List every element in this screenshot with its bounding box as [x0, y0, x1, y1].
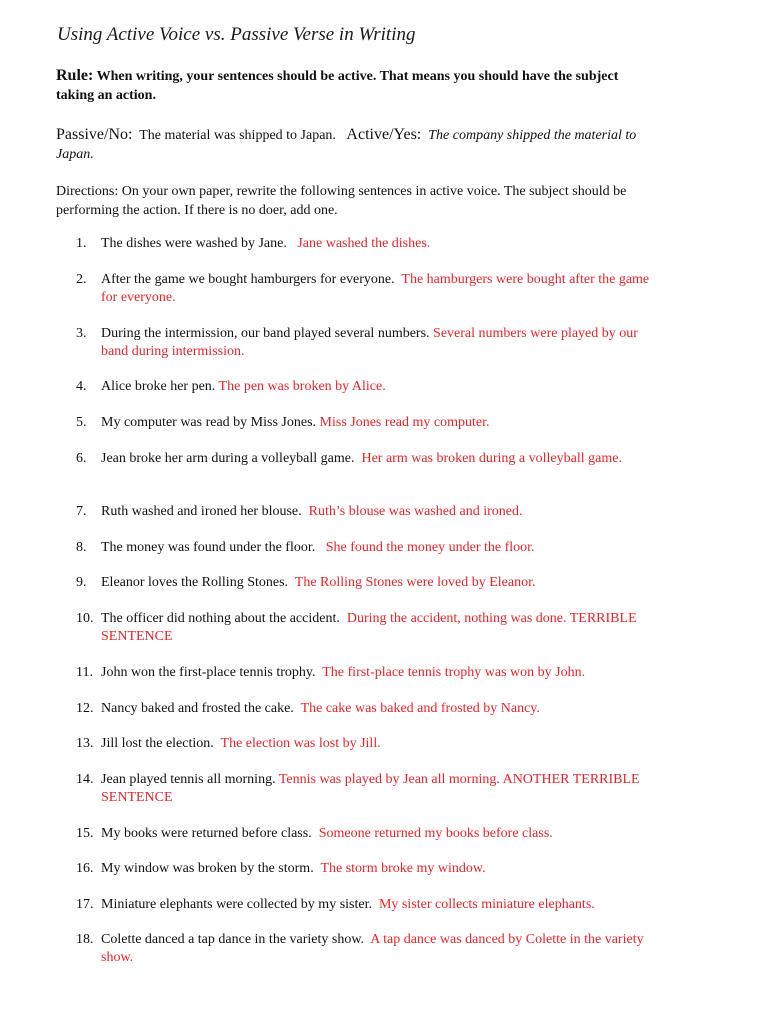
item-answer: During the accident, nothing was done. TERRIBLE SENTENCE — [101, 611, 637, 644]
list-item — [76, 450, 656, 468]
item-number: 12. — [76, 701, 94, 716]
list-item — [76, 735, 656, 753]
item-answer: Miss Jones read my computer. — [319, 415, 490, 430]
item-number: 17. — [76, 897, 94, 912]
list-item — [76, 235, 656, 253]
item-sentence: Miniature elephants were collected by my sister. — [101, 897, 372, 912]
list-item — [76, 931, 656, 967]
item-sentence: After the game we bought hamburgers for everyone. — [101, 272, 395, 287]
list-item — [76, 325, 656, 361]
item-number: 7. — [76, 504, 87, 519]
item-answer: Tennis was played by Jean all morning. ANOTHER TERRIBLE SENTENCE — [101, 772, 640, 805]
item-number: 18. — [76, 932, 94, 947]
list-item — [76, 378, 656, 396]
item-sentence: Colette danced a tap dance in the variety show. — [101, 932, 365, 947]
list-item — [76, 700, 656, 718]
rule-paragraph — [56, 66, 656, 105]
list-item — [76, 574, 656, 592]
item-sentence: My computer was read by Miss Jones. — [101, 415, 317, 430]
item-answer: My sister collects miniature elephants. — [378, 897, 595, 912]
item-number: 10. — [76, 611, 94, 626]
item-answer: The cake was baked and frosted by Nancy. — [300, 701, 540, 716]
item-answer: Ruth’s blouse was washed and ironed. — [308, 504, 523, 519]
item-sentence: Nancy baked and frosted the cake. — [101, 701, 294, 716]
item-answer: Several numbers were played by our band during intermission. — [101, 326, 638, 359]
item-answer: The Rolling Stones were loved by Eleanor. — [294, 575, 536, 590]
item-sentence: The money was found under the floor. — [101, 540, 316, 555]
item-answer: The first-place tennis trophy was won by John. — [322, 665, 586, 680]
item-number: 3. — [76, 326, 87, 341]
item-answer: The hamburgers were bought after the game for everyone. — [101, 272, 650, 305]
passive-sentence: The material was shipped to Japan. — [139, 128, 336, 143]
directions-paragraph — [56, 182, 668, 220]
item-sentence: My window was broken by the storm. — [101, 861, 314, 876]
directions-label: Directions — [56, 184, 115, 199]
list-item — [76, 503, 656, 521]
item-answer: Someone returned my books before class. — [318, 826, 553, 841]
item-sentence: The dishes were washed by Jane. — [101, 236, 287, 251]
item-number: 8. — [76, 540, 87, 555]
item-number: 4. — [76, 379, 87, 394]
item-sentence: During the intermission, our band played several numbers. — [101, 326, 430, 341]
item-sentence: Jill lost the election. — [101, 736, 214, 751]
item-number: 15. — [76, 826, 94, 841]
item-sentence: Alice broke her pen. — [101, 379, 216, 394]
item-number: 1. — [76, 236, 87, 251]
item-number: 9. — [76, 575, 87, 590]
item-sentence: My books were returned before class. — [101, 826, 312, 841]
item-sentence: Jean played tennis all morning. — [101, 772, 276, 787]
list-item — [76, 860, 656, 878]
item-number: 11. — [76, 665, 93, 680]
worksheet-title: Using Active Voice vs. Passive Verse in Writing — [57, 24, 416, 45]
item-answer: The pen was broken by Alice. — [218, 379, 386, 394]
list-item — [76, 896, 656, 914]
item-number: 2. — [76, 272, 87, 287]
example-paragraph — [56, 125, 656, 164]
item-answer: She found the money under the floor. — [325, 540, 535, 555]
item-answer: The storm broke my window. — [320, 861, 486, 876]
active-label: Active/Yes: — [346, 126, 422, 143]
item-number: 14. — [76, 772, 94, 787]
item-answer: Her arm was broken during a volleyball game. — [361, 451, 622, 466]
item-number: 16. — [76, 861, 94, 876]
item-number: 13. — [76, 736, 94, 751]
item-sentence: Eleanor loves the Rolling Stones. — [101, 575, 289, 590]
item-sentence: Jean broke her arm during a volleyball game. — [101, 451, 355, 466]
item-answer: A tap dance was danced by Colette in the variety show. — [101, 932, 644, 965]
item-number: 5. — [76, 415, 87, 430]
item-sentence: Ruth washed and ironed her blouse. — [101, 504, 302, 519]
item-answer: Jane washed the dishes. — [297, 236, 431, 251]
item-number: 6. — [76, 451, 87, 466]
list-item — [76, 414, 656, 432]
item-sentence: The officer did nothing about the accident. — [101, 611, 340, 626]
list-item — [76, 825, 656, 843]
rule-text: When writing, your sentences should be active. That means you should have the subject taking an action. — [56, 69, 619, 103]
list-item — [76, 664, 656, 682]
item-sentence: John won the first-place tennis trophy. — [101, 665, 316, 680]
list-item — [76, 271, 656, 307]
active-sentence: The company shipped the material to Japan. — [56, 128, 637, 162]
list-item — [76, 771, 656, 807]
passive-label: Passive/No: — [56, 126, 133, 143]
directions-text: : On your own paper, rewrite the following sentences in active voice. The subject should be performing the action. If there is no doer, add one. — [56, 184, 627, 218]
list-item — [76, 610, 656, 646]
rule-label: Rule: — [56, 67, 94, 84]
list-item — [76, 539, 656, 557]
item-answer: The election was lost by Jill. — [220, 736, 381, 751]
